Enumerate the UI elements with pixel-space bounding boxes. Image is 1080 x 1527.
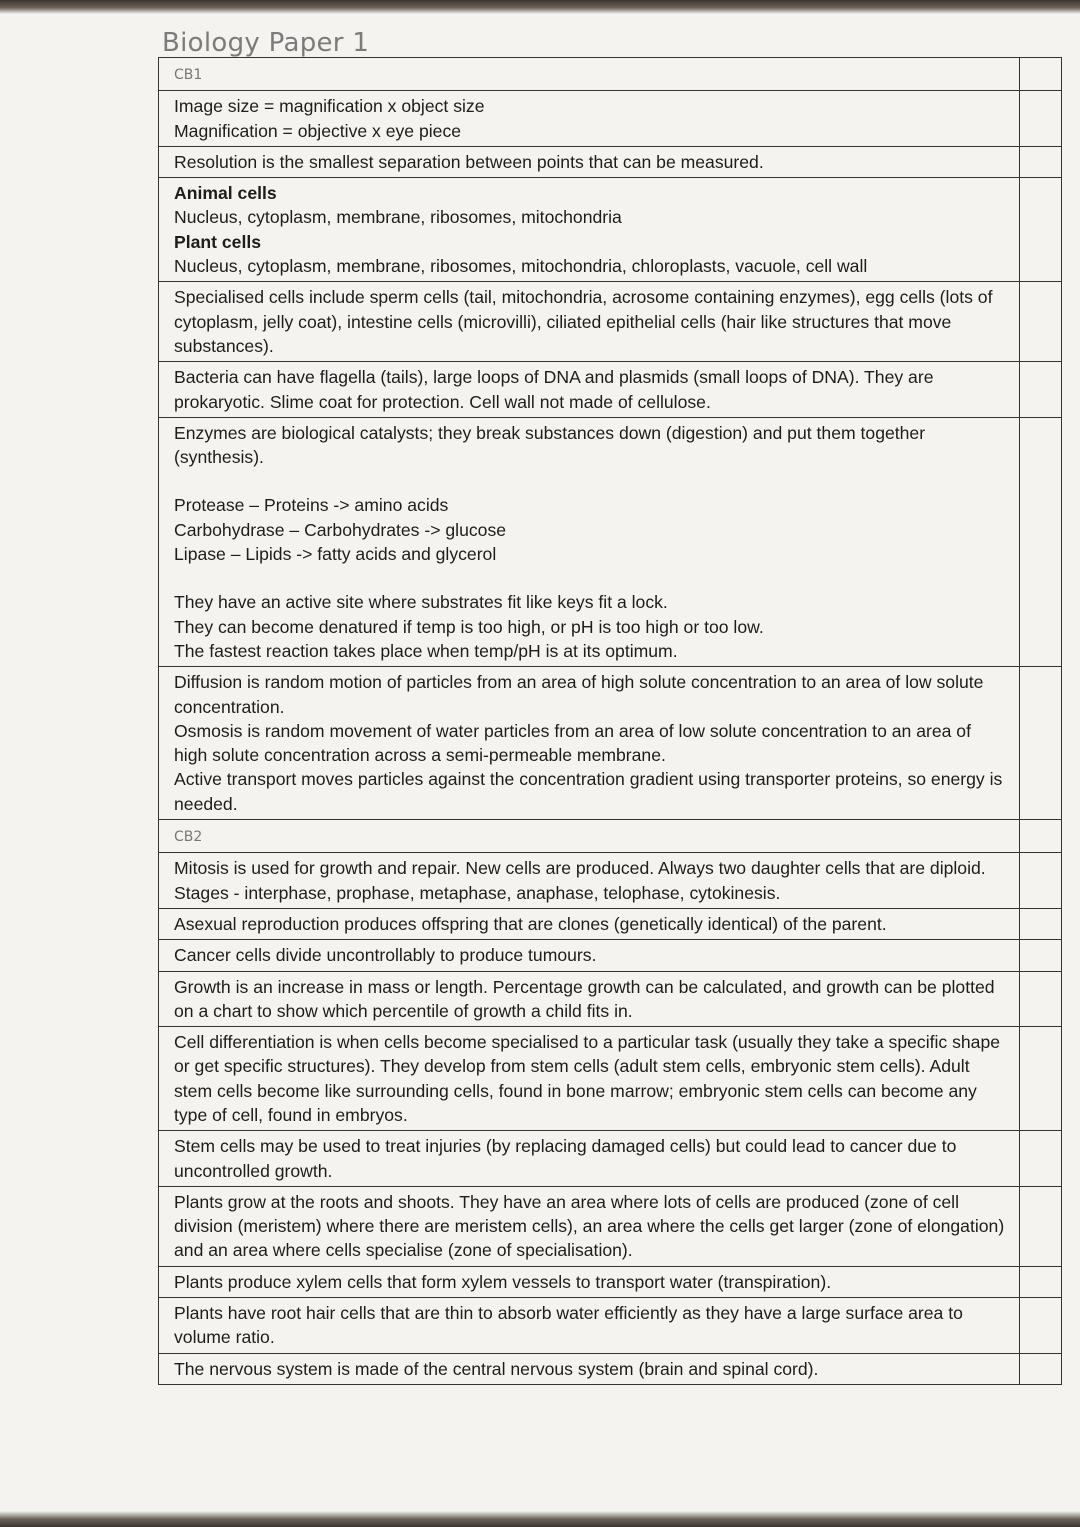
side-column	[1020, 178, 1062, 281]
plant-cells-text: Nucleus, cytoplasm, membrane, ribosomes, mitochondria, chloroplasts, vacuole, cell wall	[174, 256, 868, 277]
plant-growth-cell	[158, 1187, 1020, 1266]
protease-text: Protease – Proteins -> amino acids	[174, 495, 449, 516]
page-title: Biology Paper 1	[162, 28, 370, 58]
asexual-text: Asexual reproduction produces offspring that are clones (genetically identical) of the parent.	[174, 913, 887, 934]
xylem-text: Plants produce xylem cells that form xylem vessels to transport water (transpiration).	[174, 1271, 832, 1292]
asexual-cell	[158, 909, 1020, 939]
specialised-cells-cell	[158, 282, 1020, 361]
nervous-system-cell	[158, 1354, 1020, 1384]
enzymes-intro: Enzymes are biological catalysts; they break substances down (digestion) and put them together (synthesis).	[174, 422, 926, 468]
active-transport-text: Active transport moves particles against the concentration gradient using transporter proteins, so energy is needed.	[174, 769, 1003, 814]
nervous-system-text: The nervous system is made of the central nervous system (brain and spinal cord).	[174, 1358, 819, 1379]
root-hair-text: Plants have root hair cells that are thin to absorb water efficiently as they have a large surface area to volume ratio.	[174, 1303, 963, 1348]
section-label-text: CB2	[174, 829, 203, 846]
enzymes-cell	[158, 418, 1020, 666]
side-column	[1020, 667, 1062, 819]
stem-cells-text: Stem cells may be used to treat injuries (by replacing damaged cells) but could lead to cancer due to uncontrolled growth.	[174, 1136, 957, 1181]
scan-bottom-edge	[0, 1511, 1080, 1527]
side-column	[1020, 147, 1062, 177]
side-column	[1020, 940, 1062, 970]
table-row	[158, 362, 1062, 418]
mitosis-cell	[158, 853, 1020, 908]
table-row	[158, 972, 1062, 1028]
table-row	[158, 1267, 1062, 1298]
scan-top-edge	[0, 0, 1080, 14]
side-column	[1020, 909, 1062, 939]
magnification-cell	[158, 91, 1020, 146]
table-row	[158, 58, 1062, 91]
mitosis-stages: Stages - interphase, prophase, metaphase, anaphase, telophase, cytokinesis.	[174, 882, 781, 903]
optimum-text: The fastest reaction takes place when temp/pH is at its optimum.	[174, 640, 678, 661]
bacteria-cell	[158, 362, 1020, 417]
side-column	[1020, 853, 1062, 908]
cancer-cell	[158, 940, 1020, 970]
cells-cell	[158, 178, 1020, 281]
table-row	[158, 1354, 1062, 1385]
section-label-cb1	[158, 58, 1020, 90]
side-column	[1020, 91, 1062, 146]
table-row	[158, 178, 1062, 282]
side-column	[1020, 362, 1062, 417]
differentiation-text: Cell differentiation is when cells become specialised to a particular task (usually they take a specific shape or get specific structures). They develop from stem cells (adult stem cells, embryonic stem cells). Adult stem cells become like surrounding cells, found in bone marrow; embryonic stem cells can become any type of cell, found in embryos.	[174, 1032, 1001, 1125]
table-row	[158, 1187, 1062, 1267]
table-row	[158, 1027, 1062, 1131]
magnification-formula: Magnification = objective x eye piece	[174, 120, 462, 141]
growth-cell	[158, 972, 1020, 1027]
side-column	[1020, 820, 1062, 852]
table-row	[158, 1131, 1062, 1187]
differentiation-cell	[158, 1027, 1020, 1130]
resolution-text: Resolution is the smallest separation between points that can be measured.	[174, 151, 764, 172]
table-row	[158, 282, 1062, 362]
resolution-cell	[158, 147, 1020, 177]
table-row	[158, 820, 1062, 853]
side-column	[1020, 972, 1062, 1027]
side-column	[1020, 1131, 1062, 1186]
lipase-text: Lipase – Lipids -> fatty acids and glycerol	[174, 544, 497, 565]
osmosis-text: Osmosis is random movement of water particles from an area of low solute concentration to an area of high solute concentration across a semi-permeable membrane.	[174, 720, 971, 766]
table-row	[158, 667, 1062, 820]
spacer	[174, 566, 1005, 590]
specialised-cells-text: Specialised cells include sperm cells (tail, mitochondria, acrosome containing enzymes), egg cells (lots of cytoplasm, jelly coat), intestine cells (microvilli), ciliated epithelial cells (hair like structures that move substances).	[174, 287, 993, 356]
diffusion-text: Diffusion is random motion of particles from an area of high solute concentration to an area of low solute concentration.	[174, 672, 984, 717]
denatured-text: They can become denatured if temp is too high, or pH is too high or too low.	[174, 616, 764, 637]
animal-cells-text: Nucleus, cytoplasm, membrane, ribosomes, mitochondria	[174, 207, 622, 228]
table-row	[158, 940, 1062, 971]
stem-cells-cell	[158, 1131, 1020, 1186]
spacer	[174, 469, 1005, 493]
table-row	[158, 1298, 1062, 1354]
side-column	[1020, 1354, 1062, 1384]
side-column	[1020, 1187, 1062, 1266]
cancer-text: Cancer cells divide uncontrollably to produce tumours.	[174, 945, 597, 966]
side-column	[1020, 1027, 1062, 1130]
table-row	[158, 91, 1062, 147]
carbohydrase-text: Carbohydrase – Carbohydrates -> glucose	[174, 519, 507, 540]
mitosis-text: Mitosis is used for growth and repair. New cells are produced. Always two daughter cells that are diploid.	[174, 858, 986, 879]
table-row	[158, 147, 1062, 178]
transport-cell	[158, 667, 1020, 819]
bacteria-text: Bacteria can have flagella (tails), large loops of DNA and plasmids (small loops of DNA). They are prokaryotic. Slime coat for protection. Cell wall not made of cellulose.	[174, 367, 934, 412]
side-column	[1020, 1267, 1062, 1297]
table-row	[158, 853, 1062, 909]
plant-cells-heading: Plant cells	[174, 231, 262, 252]
side-column	[1020, 418, 1062, 666]
notes-table	[158, 57, 1062, 1385]
side-column	[1020, 282, 1062, 361]
side-column	[1020, 1298, 1062, 1353]
table-row	[158, 418, 1062, 667]
plant-growth-text: Plants grow at the roots and shoots. They have an area where lots of cells are produced (zone of cell division (meristem) where there are meristem cells), an area where the cells get larger (zone of elongation) and an area where cells specialise (zone of specialisation).	[174, 1191, 1005, 1261]
root-hair-cell	[158, 1298, 1020, 1353]
section-label-cb2	[158, 820, 1020, 852]
xylem-cell	[158, 1267, 1020, 1297]
table-row	[158, 909, 1062, 940]
growth-text: Growth is an increase in mass or length. Percentage growth can be calculated, and growth can be plotted on a chart to show which percentile of growth a child fits in.	[174, 976, 995, 1021]
image-size-formula: Image size = magnification x object size	[174, 96, 485, 117]
active-site-text: They have an active site where substrates fit like keys fit a lock.	[174, 592, 668, 613]
side-column	[1020, 58, 1062, 90]
section-label-text: CB1	[174, 67, 203, 83]
animal-cells-heading: Animal cells	[174, 183, 277, 204]
